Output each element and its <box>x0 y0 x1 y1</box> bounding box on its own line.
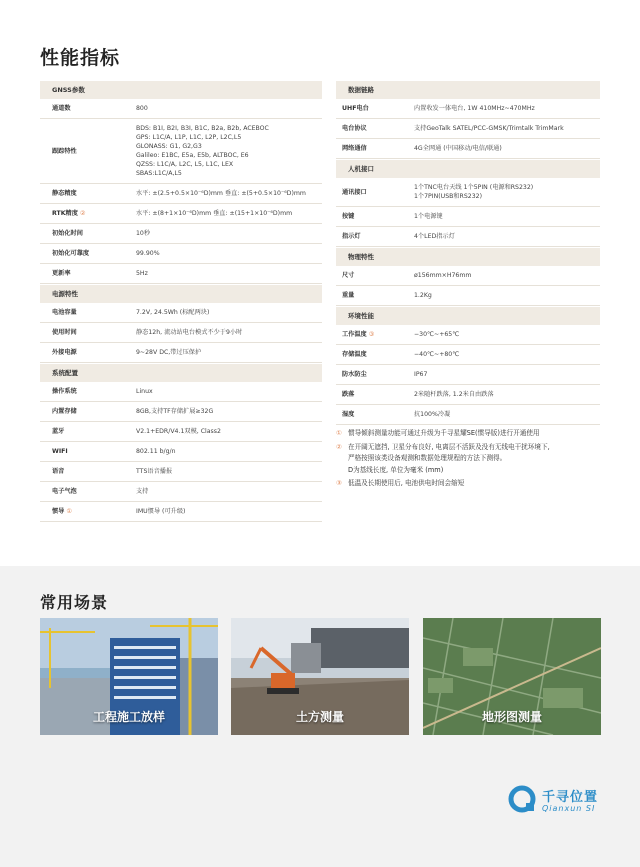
spec-value: Linux <box>136 388 153 395</box>
spec-label-text: 湿度 <box>342 411 355 418</box>
section-header: 系统配置 <box>40 363 322 382</box>
spec-label <box>336 144 408 153</box>
footnote-text: 惯导倾斜测量功能可通过升级为千寻星耀SE(惯导版)进行开通使用 <box>348 429 540 437</box>
spec-label-text: 更新率 <box>52 270 71 277</box>
footnote-marker: ② <box>79 210 86 217</box>
spec-value: 水平: ±(2.5+0.5×10⁻⁶D)mm 垂直: ±(5+0.5×10⁻⁶D)mm <box>136 190 306 197</box>
spec-label <box>40 348 130 357</box>
spec-label <box>40 507 130 516</box>
spec-row <box>40 482 322 502</box>
spec-label <box>336 350 408 359</box>
spec-row <box>336 227 600 247</box>
spec-value: 1.2Kg <box>414 292 432 299</box>
spec-label-text: 尺寸 <box>342 272 355 279</box>
spec-value: 1个TNC电台天线 1个5PIN (电源和RS232) 1个7PIN(USB和RS232) <box>414 184 534 200</box>
scene-card-construction <box>40 618 218 735</box>
spec-label-text: 工作温度 <box>342 331 367 338</box>
spec-row <box>40 382 322 402</box>
spec-row <box>40 303 322 323</box>
footnote <box>336 478 606 490</box>
spec-row <box>40 264 322 284</box>
scenes-title: 常用场景 <box>40 593 109 612</box>
spec-label-text: 跟踪特性 <box>52 147 77 155</box>
spec-label <box>40 328 130 337</box>
spec-label-text: 电子气泡 <box>52 488 77 495</box>
brand-name-en: Qianxun SI <box>542 804 596 813</box>
spec-label-text: 通讯接口 <box>342 188 367 196</box>
section-header: 人机接口 <box>336 159 600 178</box>
spec-label <box>336 291 408 300</box>
spec-value: 支持GeoTalk SATEL/PCC-GMSK/Trimtalk TrimMark <box>414 125 564 132</box>
scene-label: 地形图测量 <box>481 710 542 724</box>
spec-row <box>40 343 322 363</box>
brand-name-cn: 千寻位置 <box>542 790 599 805</box>
spec-label <box>40 407 130 416</box>
spec-table-right <box>336 80 600 425</box>
spec-value: 802.11 b/g/n <box>136 448 176 455</box>
spec-value: BDS: B1I, B2I, B3I, B1C, B2a, B2b, ACEBOC GPS: L1C/A, L1P, L1C, L2P, L2C,L5 GLONASS: G1, G2,G3 Galileo: E1BC, E5a, E5b, ALTBOC, E6 QZSS: L1C/A, L2C, L5, L1C, LEX SBAS:L1C/A,L5 <box>136 125 269 177</box>
spec-row <box>40 99 322 119</box>
spec-label <box>40 308 130 317</box>
spec-value: IMU惯导 (可升级) <box>136 508 186 515</box>
page-title: 性能指标 <box>40 47 121 69</box>
spec-label <box>40 104 130 113</box>
spec-label-text: 电台协议 <box>342 125 367 132</box>
spec-label-text: 通道数 <box>52 105 71 112</box>
spec-label <box>40 487 130 496</box>
spec-label <box>336 212 408 221</box>
footnote <box>336 442 606 477</box>
spec-label-text: 操作系统 <box>52 388 77 395</box>
spec-label-text: 指示灯 <box>342 233 361 240</box>
spec-label-text: 外接电源 <box>52 349 77 356</box>
spec-row <box>40 184 322 204</box>
spec-label <box>336 410 408 419</box>
spec-value: −30℃~+65℃ <box>414 331 460 338</box>
scene-card-earthwork <box>231 618 409 735</box>
spec-row <box>336 178 600 207</box>
spec-row <box>336 385 600 405</box>
footnote-marker: ① <box>66 508 72 515</box>
spec-label-text: 网络通信 <box>342 145 367 152</box>
spec-value: 静态12h, 流动站电台模式不少于9小时 <box>136 329 243 336</box>
spec-label <box>336 104 408 113</box>
spec-label <box>336 232 408 241</box>
spec-row <box>336 99 600 119</box>
section-header: 环境性能 <box>336 306 600 325</box>
spec-label-text: 使用时间 <box>52 329 77 336</box>
spec-label-text: 初始化时间 <box>52 230 83 237</box>
spec-row <box>40 119 322 184</box>
section-header: 数据链路 <box>336 80 600 99</box>
spec-value: 支持 <box>136 488 149 495</box>
spec-value: 水平: ±(8+1×10⁻⁶D)mm 垂直: ±(15+1×10⁻⁶D)mm <box>136 210 293 217</box>
footnote <box>336 428 606 440</box>
spec-value: 4个LED指示灯 <box>414 233 455 240</box>
spec-label <box>40 189 130 198</box>
spec-row <box>40 402 322 422</box>
spec-value: 2米随杆跌落, 1.2米自由跌落 <box>414 391 494 398</box>
spec-row <box>40 224 322 244</box>
spec-value: 9~28V DC,带过压保护 <box>136 349 202 356</box>
spec-label <box>40 427 130 436</box>
spec-label <box>40 229 130 238</box>
spec-row <box>336 325 600 345</box>
spec-row <box>336 207 600 227</box>
footnote-text: 在开阔无遮挡, 卫星分布良好, 电离层不活跃及没有无线电干扰环境下, 严格按照该类设备观测和数据处理规程的方法下测得。 D为基线长度, 单位为毫米 (mm) <box>348 442 550 474</box>
spec-label-text: 存储温度 <box>342 351 367 358</box>
spec-value: 7.2V, 24.5Wh (标配两块) <box>136 309 210 316</box>
spec-value: V2.1+EDR/V4.1双模, Class2 <box>136 428 221 435</box>
qianxun-logo-icon <box>508 785 538 815</box>
spec-label <box>336 390 408 399</box>
spec-row <box>40 502 322 522</box>
footnotes <box>336 428 606 492</box>
spec-label-text: 惯导 <box>52 508 65 515</box>
spec-row <box>40 442 322 462</box>
spec-row <box>336 405 600 425</box>
spec-value: 8GB,支持TF存储扩展≥32G <box>136 408 214 415</box>
spec-label-text: RTK精度 <box>52 210 78 217</box>
spec-label <box>40 467 130 476</box>
spec-label <box>336 330 408 339</box>
spec-value: 5Hz <box>136 270 148 277</box>
spec-value: 10秒 <box>136 230 151 237</box>
footnote-number: ② <box>336 442 342 451</box>
footnote-marker: ③ <box>368 331 375 338</box>
spec-row <box>336 345 600 365</box>
spec-value: TTS语音播报 <box>136 468 173 475</box>
brand-logo <box>508 782 628 822</box>
section-header: 物理特性 <box>336 247 600 266</box>
spec-label-text: 内置存储 <box>52 408 77 415</box>
spec-value: 99.90% <box>136 250 160 257</box>
spec-label <box>40 387 130 396</box>
scene-label: 土方测量 <box>295 710 344 724</box>
footnote-number: ① <box>336 429 342 437</box>
footnote-text: 低温及长期使用后, 电池供电时间会缩短 <box>348 479 465 487</box>
spec-label <box>336 124 408 133</box>
scene-label: 工程施工放样 <box>92 710 165 724</box>
spec-label-text: 防水防尘 <box>342 371 367 378</box>
spec-row <box>40 244 322 264</box>
spec-label <box>336 271 408 280</box>
spec-label-text: 重量 <box>342 292 355 299</box>
spec-label-text: 跌落 <box>342 391 355 398</box>
spec-label <box>40 249 130 258</box>
spec-value: 内置收发一体电台, 1W 410MHz~470MHz <box>414 105 535 112</box>
spec-label <box>336 370 408 379</box>
spec-row <box>40 422 322 442</box>
spec-label <box>336 188 408 197</box>
spec-row <box>336 119 600 139</box>
spec-row <box>336 286 600 306</box>
spec-row <box>40 204 322 224</box>
spec-value: 4G全网通 (中国移动/电信/联通) <box>414 145 502 152</box>
section-header: GNSS参数 <box>40 80 322 99</box>
spec-label-text: 初始化可靠度 <box>52 250 90 257</box>
spec-label-text: 语音 <box>52 468 65 475</box>
spec-label-text: 蓝牙 <box>52 428 65 435</box>
spec-label <box>40 147 130 156</box>
spec-value: IP67 <box>414 371 428 378</box>
spec-label <box>40 269 130 278</box>
spec-value: ø156mm×H76mm <box>414 272 472 279</box>
spec-value: 800 <box>136 105 148 112</box>
spec-label <box>40 209 130 218</box>
spec-value: −40℃~+80℃ <box>414 351 460 358</box>
scene-card-topographic <box>423 618 601 735</box>
section-header: 电源特性 <box>40 284 322 303</box>
spec-label-text: WIFI <box>52 448 68 455</box>
spec-label-text: UHF电台 <box>342 105 369 112</box>
spec-row <box>336 139 600 159</box>
spec-row <box>336 365 600 385</box>
spec-row <box>40 323 322 343</box>
spec-value: 抗100%冷凝 <box>414 411 451 418</box>
spec-value: 1个电源键 <box>414 213 443 220</box>
spec-table-left <box>40 80 322 522</box>
spec-label-text: 静态精度 <box>52 190 77 197</box>
spec-row <box>336 266 600 286</box>
spec-label-text: 按键 <box>342 213 355 220</box>
spec-row <box>40 462 322 482</box>
spec-label-text: 电池容量 <box>52 309 77 316</box>
footnote-number: ③ <box>336 479 342 487</box>
spec-label <box>40 447 130 456</box>
